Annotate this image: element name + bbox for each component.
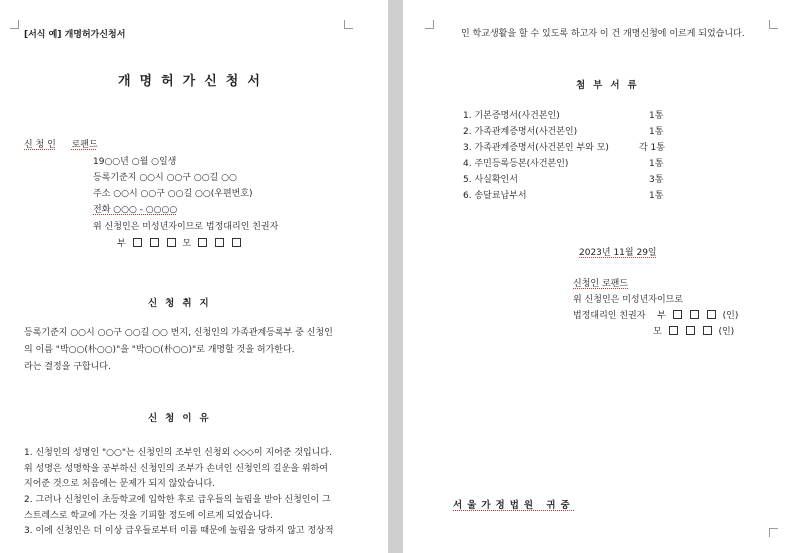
guardian-father-label: 부: [117, 239, 126, 249]
signer-applicant: 신청인 로팬드: [573, 279, 629, 289]
reason-line: 2. 그러나 신청인이 초등학교에 입학한 후로 급우들의 놀림을 받아 신청인이 그: [24, 495, 331, 505]
seal-mark: (인): [718, 327, 735, 337]
registry-address: 등록기준지 ○○시 ○○구 ○○길 ○○: [93, 173, 237, 183]
signature-box: [215, 238, 224, 247]
page-corner-mark: [425, 20, 434, 29]
attachment-count: 각 1통: [639, 143, 665, 153]
phone-number: 전화 ○○○ - ○○○○: [93, 205, 178, 215]
continuation-line: 인 학교생활을 할 수 있도록 하고자 이 건 개명신청에 이르게 되었습니다.: [461, 29, 745, 39]
signature-box: [690, 310, 699, 319]
page-corner-mark: [769, 528, 778, 537]
signature-box: [133, 238, 142, 247]
attachment-count: 1통: [649, 191, 664, 201]
page-gap: [388, 0, 403, 553]
signature-box: [673, 310, 682, 319]
signer-guardian-label: 법정대리인 친권자: [573, 311, 646, 321]
purpose-section-title: 신청취지: [148, 298, 217, 309]
guardian-mother-label: 모: [182, 239, 192, 249]
applicant-row: [24, 139, 98, 151]
attachments-section-title: 첨부서류: [576, 80, 645, 91]
attachment-name: 6. 송달료납부서: [463, 191, 527, 201]
reason-line: 3. 이에 신청인은 더 이상 급우들로부터 이름 때문에 놀림을 당하지 않고 정상적: [24, 526, 334, 536]
attachment-count: 1통: [649, 127, 664, 137]
attachment-count: 3통: [649, 175, 664, 185]
document-page-left: [0, 0, 388, 553]
page-corner-mark: [769, 20, 778, 29]
signature-box: [703, 326, 712, 335]
signature-box: [198, 238, 207, 247]
filing-date: 2023년 11월 29일: [579, 248, 657, 258]
attachment-count: 1통: [649, 111, 664, 121]
attachment-name: 3. 가족관계증명서(사건본인 부와 모): [463, 143, 609, 153]
attachment-count: 1통: [649, 159, 664, 169]
birth-date: 19○○년 ○월 ○일생: [93, 157, 177, 167]
signer-mother-row: [653, 326, 734, 338]
signature-box: [669, 326, 678, 335]
signer-guardian-row: [573, 310, 738, 322]
signature-box: [232, 238, 241, 247]
document-title: 개명허가신청서: [118, 74, 269, 89]
document-page-right: [403, 0, 800, 553]
signature-box: [707, 310, 716, 319]
reason-line: 1. 신청인의 성명인 "○○"는 신청인의 조부인 신청외 ◇◇◇이 지어준 것입니다.: [24, 448, 332, 458]
form-header: [서식 예] 개명허가신청서: [24, 30, 126, 40]
applicant-label: 신 청 인: [24, 140, 56, 150]
reason-line: 위 성명은 성명학을 공부하신 신청인의 조부가 손녀인 신청인의 길운을 위하여: [24, 464, 328, 474]
attachment-name: 1. 기본증명서(사건본인): [463, 111, 560, 121]
signer-mother-label: 모: [653, 327, 662, 337]
court-addressee: 서울가정법원 귀중: [453, 500, 575, 511]
signer-note: 위 신청인은 미성년자이므로: [573, 295, 684, 305]
purpose-line: 등록기준지 ○○시 ○○구 ○○길 ○○ 번지, 신청인의 가족관계등록부 중 신청인: [24, 328, 333, 338]
attachment-name: 5. 사실확인서: [463, 175, 518, 185]
reason-line: 스트레스로 학교에 가는 것을 기피할 정도에 이르게 되었습니다.: [24, 511, 273, 521]
signature-box: [150, 238, 159, 247]
guardian-signature-row: [117, 238, 245, 250]
purpose-line: 라는 결정을 구합니다.: [24, 362, 111, 372]
signature-box: [167, 238, 176, 247]
applicant-name: 로팬드: [71, 140, 98, 150]
page-corner-mark: [10, 20, 19, 29]
signature-box: [686, 326, 695, 335]
attachment-name: 4. 주민등록등본(사건본인): [463, 159, 569, 169]
guardian-note: 위 신청인은 미성년자이므로 법정대리인 친권자: [93, 222, 279, 232]
signer-father-label: 부: [657, 311, 666, 321]
attachment-name: 2. 가족관계증명서(사건본인): [463, 127, 578, 137]
home-address: 주소 ○○시 ○○구 ○○길 ○○(우편번호): [93, 189, 253, 199]
reasons-section-title: 신청이유: [148, 413, 217, 424]
page-corner-mark: [344, 20, 353, 29]
seal-mark: (인): [722, 311, 739, 321]
reason-line: 지어준 것으로 처음에는 문제가 되지 않았습니다.: [24, 479, 216, 489]
purpose-line: 의 이름 "박○○(朴○○)"을 "박○○(朴○○)"로 개명할 것을 허가한다.: [24, 345, 295, 355]
